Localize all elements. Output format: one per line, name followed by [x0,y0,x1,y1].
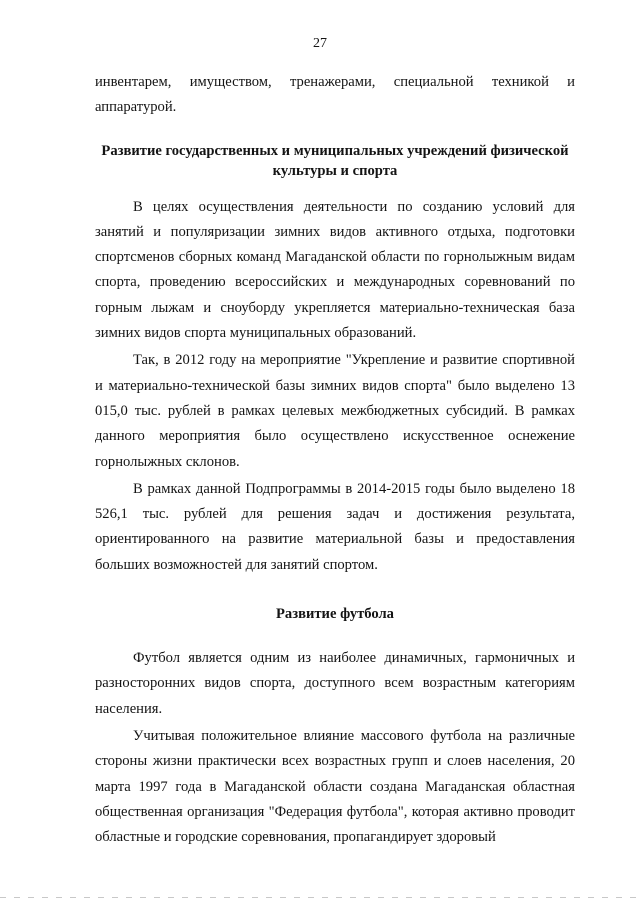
paragraph-continuation: инвентарем, имуществом, тренажерами, специальной техникой и аппаратурой. [95,74,575,116]
section-heading-institutions: Развитие государственных и муниципальных учреждений физической культуры и спорта [101,142,569,179]
page-number: 27 [313,36,327,51]
paragraph-football-intro: Футбол является одним из наиболее динамичных, гармоничных и разносторонних видов спорта, доступного всем возрастным категориям населения. [95,650,575,717]
paragraph-football-federation: Учитывая положительное влияние массового футбола на различные стороны жизни практически всех возрастных групп и слоев населения, 20 марта 1997 года в Магаданской области создана Магаданская областная общественная организация "Федерация футбола", которая активно проводит областные и городские соревнования, пропагандирует здоровый [95,727,575,846]
section-heading-football: Развитие футбола [276,606,394,623]
paragraph-2014-2015-funding: В рамках данной Подпрограммы в 2014-2015 годы было выделено 18 526,1 тыс. рублей для решения задач и достижения результата, ориентированного на развитие материальной базы и предоставления больших возможностей для занятий спортом. [95,480,575,573]
paragraph-2012-funding: Так, в 2012 году на мероприятие "Укрепление и развитие спортивной и материально-технической базы зимних видов спорта" было выделено 13 015,0 тыс. рублей в рамках целевых межбюджетных субсидий. В рамках данного мероприятия было осуществлено искусственное оснежение горнолыжных склонов. [95,352,575,470]
paragraph-winter-sports-base: В целях осуществления деятельности по созданию условий для занятий и популяризации зимних видов активного отдыха, подготовки спортсменов сборных команд Магаданской области по горнолыжным видам спорта, проведению всероссийских и международных соревнований по горным лыжам и сноуборду укрепляется материально-техническая база зимних видов спорта муниципальных образований. [95,198,575,342]
page-bottom-edge [0,897,640,898]
document-body [95,70,575,850]
